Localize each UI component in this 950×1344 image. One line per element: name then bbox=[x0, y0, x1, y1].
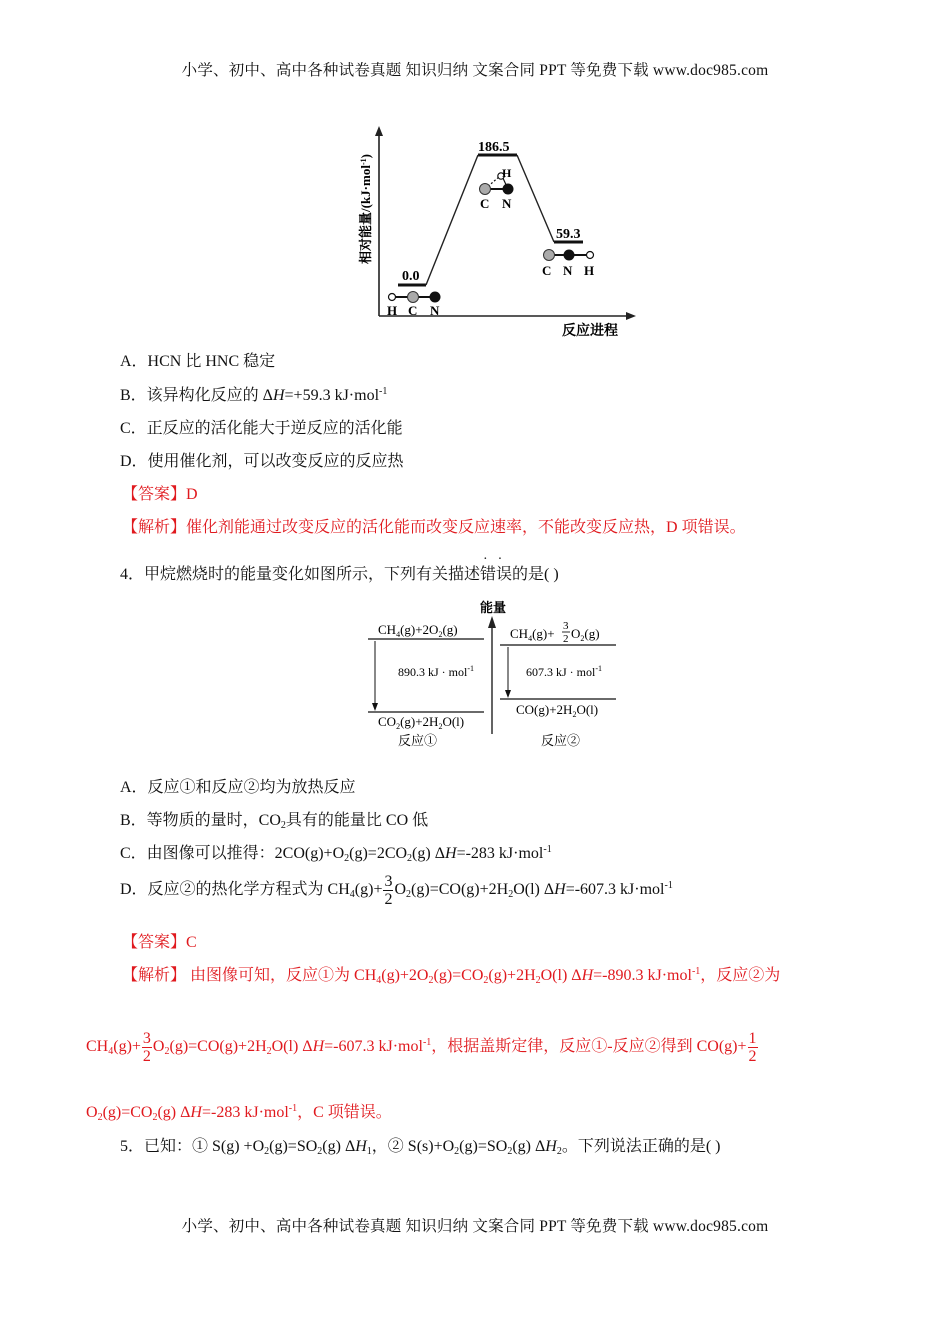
x-axis-label: 反应进程 bbox=[562, 324, 618, 339]
q3-option-d: D．使用催化剂，可以改变反应的反应热 bbox=[120, 453, 404, 470]
r1-name: 反应① bbox=[398, 733, 438, 748]
level-label-186: 186.5 bbox=[478, 140, 510, 155]
r2-name: 反应② bbox=[541, 733, 581, 748]
r2-frac-den: 2 bbox=[563, 633, 569, 645]
reaction-path bbox=[426, 155, 478, 285]
q3-option-b: B．该异构化反应的 ΔH=+59.3 kJ·mol$^{-1}$ bbox=[120, 386, 388, 404]
q4-option-d: D．反应②的热化学方程式为 $CH_4(g)+$ $\frac{3}{2}$ $O_2(g)=CO(g)+2H_2O(l)$ ΔH=-607.3 kJ·mol$^{-1}$ bbox=[120, 873, 673, 908]
y-axis-arrow bbox=[375, 126, 383, 136]
svg-text:C: C bbox=[542, 263, 552, 278]
page-header: 小学、初中、高中各种试卷真题 知识归纳 文案合同 PPT 等免费下载 www.doc985.com bbox=[181, 62, 769, 79]
fraction-three-halves: $\frac{3}{2}$ bbox=[384, 873, 393, 908]
fraction-three-halves-2: $\frac{3}{2}$ bbox=[142, 1030, 151, 1065]
reaction-path-2 bbox=[517, 155, 554, 242]
svg-text:N: N bbox=[430, 303, 440, 318]
r1-arrowhead bbox=[372, 703, 378, 711]
methane-energy-figure bbox=[360, 596, 630, 756]
r2-reactants: $CH_4(g)+$ bbox=[510, 626, 555, 643]
molecule-cnh bbox=[542, 250, 594, 279]
fraction-one-half: $\frac{1}{2}$ bbox=[748, 1030, 757, 1065]
q4-option-c: C．由图像可以推得：$2CO(g)+O_2(g)=2CO_2(g)$ ΔH=-283 kJ·mol$^{-1}$ bbox=[120, 844, 552, 864]
r2-arrowhead bbox=[505, 690, 511, 698]
svg-text:H: H bbox=[387, 303, 398, 318]
svg-text:N: N bbox=[502, 196, 512, 211]
q4-analysis-line1: 【解析】 由图像可知，反应①为 $CH_4(g)+2O_2(g)=CO_2(g)+2H_2O(l)$ ΔH=-890.3 kJ·mol$^{-1}$，反应②为 bbox=[122, 966, 781, 986]
q4-option-b: B．等物质的量时，$CO_2$具有的能量比 CO 低 bbox=[120, 812, 429, 831]
energy-axis-arrow bbox=[488, 616, 496, 628]
r2-value: 607.3 kJ · mol$^{-1}$ bbox=[526, 664, 603, 679]
emphasis-mark: 错误 ·· bbox=[480, 552, 513, 583]
q4-option-a: A．反应①和反应②均为放热反应 bbox=[120, 779, 356, 796]
energy-axis-label: 能量 bbox=[480, 600, 507, 615]
q3-option-a: A．HCN 比 HNC 稳定 bbox=[120, 353, 276, 370]
r2-products: $CO(g)+2H_2O(l)$ bbox=[516, 702, 599, 719]
page-footer: 小学、初中、高中各种试卷真题 知识归纳 文案合同 PPT 等免费下载 www.doc985.com bbox=[181, 1218, 769, 1235]
level-label-0: 0.0 bbox=[402, 269, 420, 284]
svg-text:H: H bbox=[502, 166, 512, 180]
svg-text:C: C bbox=[408, 303, 418, 318]
svg-text:H: H bbox=[584, 263, 595, 278]
q4-analysis-line3: $O_2(g)=CO_2(g)$ ΔH=-283 kJ·mol$^{-1}$，C 项错误。 bbox=[86, 1103, 392, 1123]
molecule-transition-state bbox=[480, 166, 514, 211]
y-axis-label: 相对能量/(kJ·mol$^{-1}$) bbox=[358, 154, 373, 264]
r2-frac-num: 3 bbox=[563, 620, 569, 632]
q4-stem: 4．甲烷燃烧时的能量变化如图所示，下列有关描述错误 ·· 的是( ) bbox=[120, 552, 559, 583]
q3-option-c: C．正反应的活化能大于逆反应的活化能 bbox=[120, 420, 403, 437]
q3-analysis: 【解析】催化剂能通过改变反应的活化能而改变反应速率，不能改变反应热，D 项错误。 bbox=[122, 519, 746, 536]
x-axis-arrow bbox=[626, 312, 636, 320]
r2-o2: $O_2(g)$ bbox=[571, 626, 600, 643]
level-label-59: 59.3 bbox=[556, 227, 581, 242]
svg-text:C: C bbox=[480, 196, 490, 211]
r1-value: 890.3 kJ · mol$^{-1}$ bbox=[398, 664, 475, 679]
q3-answer: 【答案】D bbox=[122, 486, 198, 503]
q4-analysis-line2: $CH_4(g)+$ $\frac{3}{2}$ $O_2(g)=CO(g)+2H_2O(l)$ ΔH=-607.3 kJ·mol$^{-1}$，根据盖斯定律，反应①-反应②得到 CO(g)+ $\frac{1}{2}$ bbox=[86, 1030, 757, 1065]
q4-answer: 【答案】C bbox=[122, 934, 197, 951]
svg-text:N: N bbox=[563, 263, 573, 278]
q5-stem: 5．已知：① $S(g) +O_2(g)=SO_2(g)$ $\Delta H_1$，② $S(s)+O_2(g)=SO_2(g)$ $\Delta H_2$。下列说法正确的是( ) bbox=[120, 1138, 721, 1157]
energy-profile-figure bbox=[350, 124, 640, 342]
r1-products: $CO_2(g)+2H_2O(l)$ bbox=[378, 714, 465, 731]
r1-reactants: $CH_4(g)+2O_2(g)$ bbox=[378, 622, 458, 639]
molecule-hcn bbox=[387, 292, 441, 319]
